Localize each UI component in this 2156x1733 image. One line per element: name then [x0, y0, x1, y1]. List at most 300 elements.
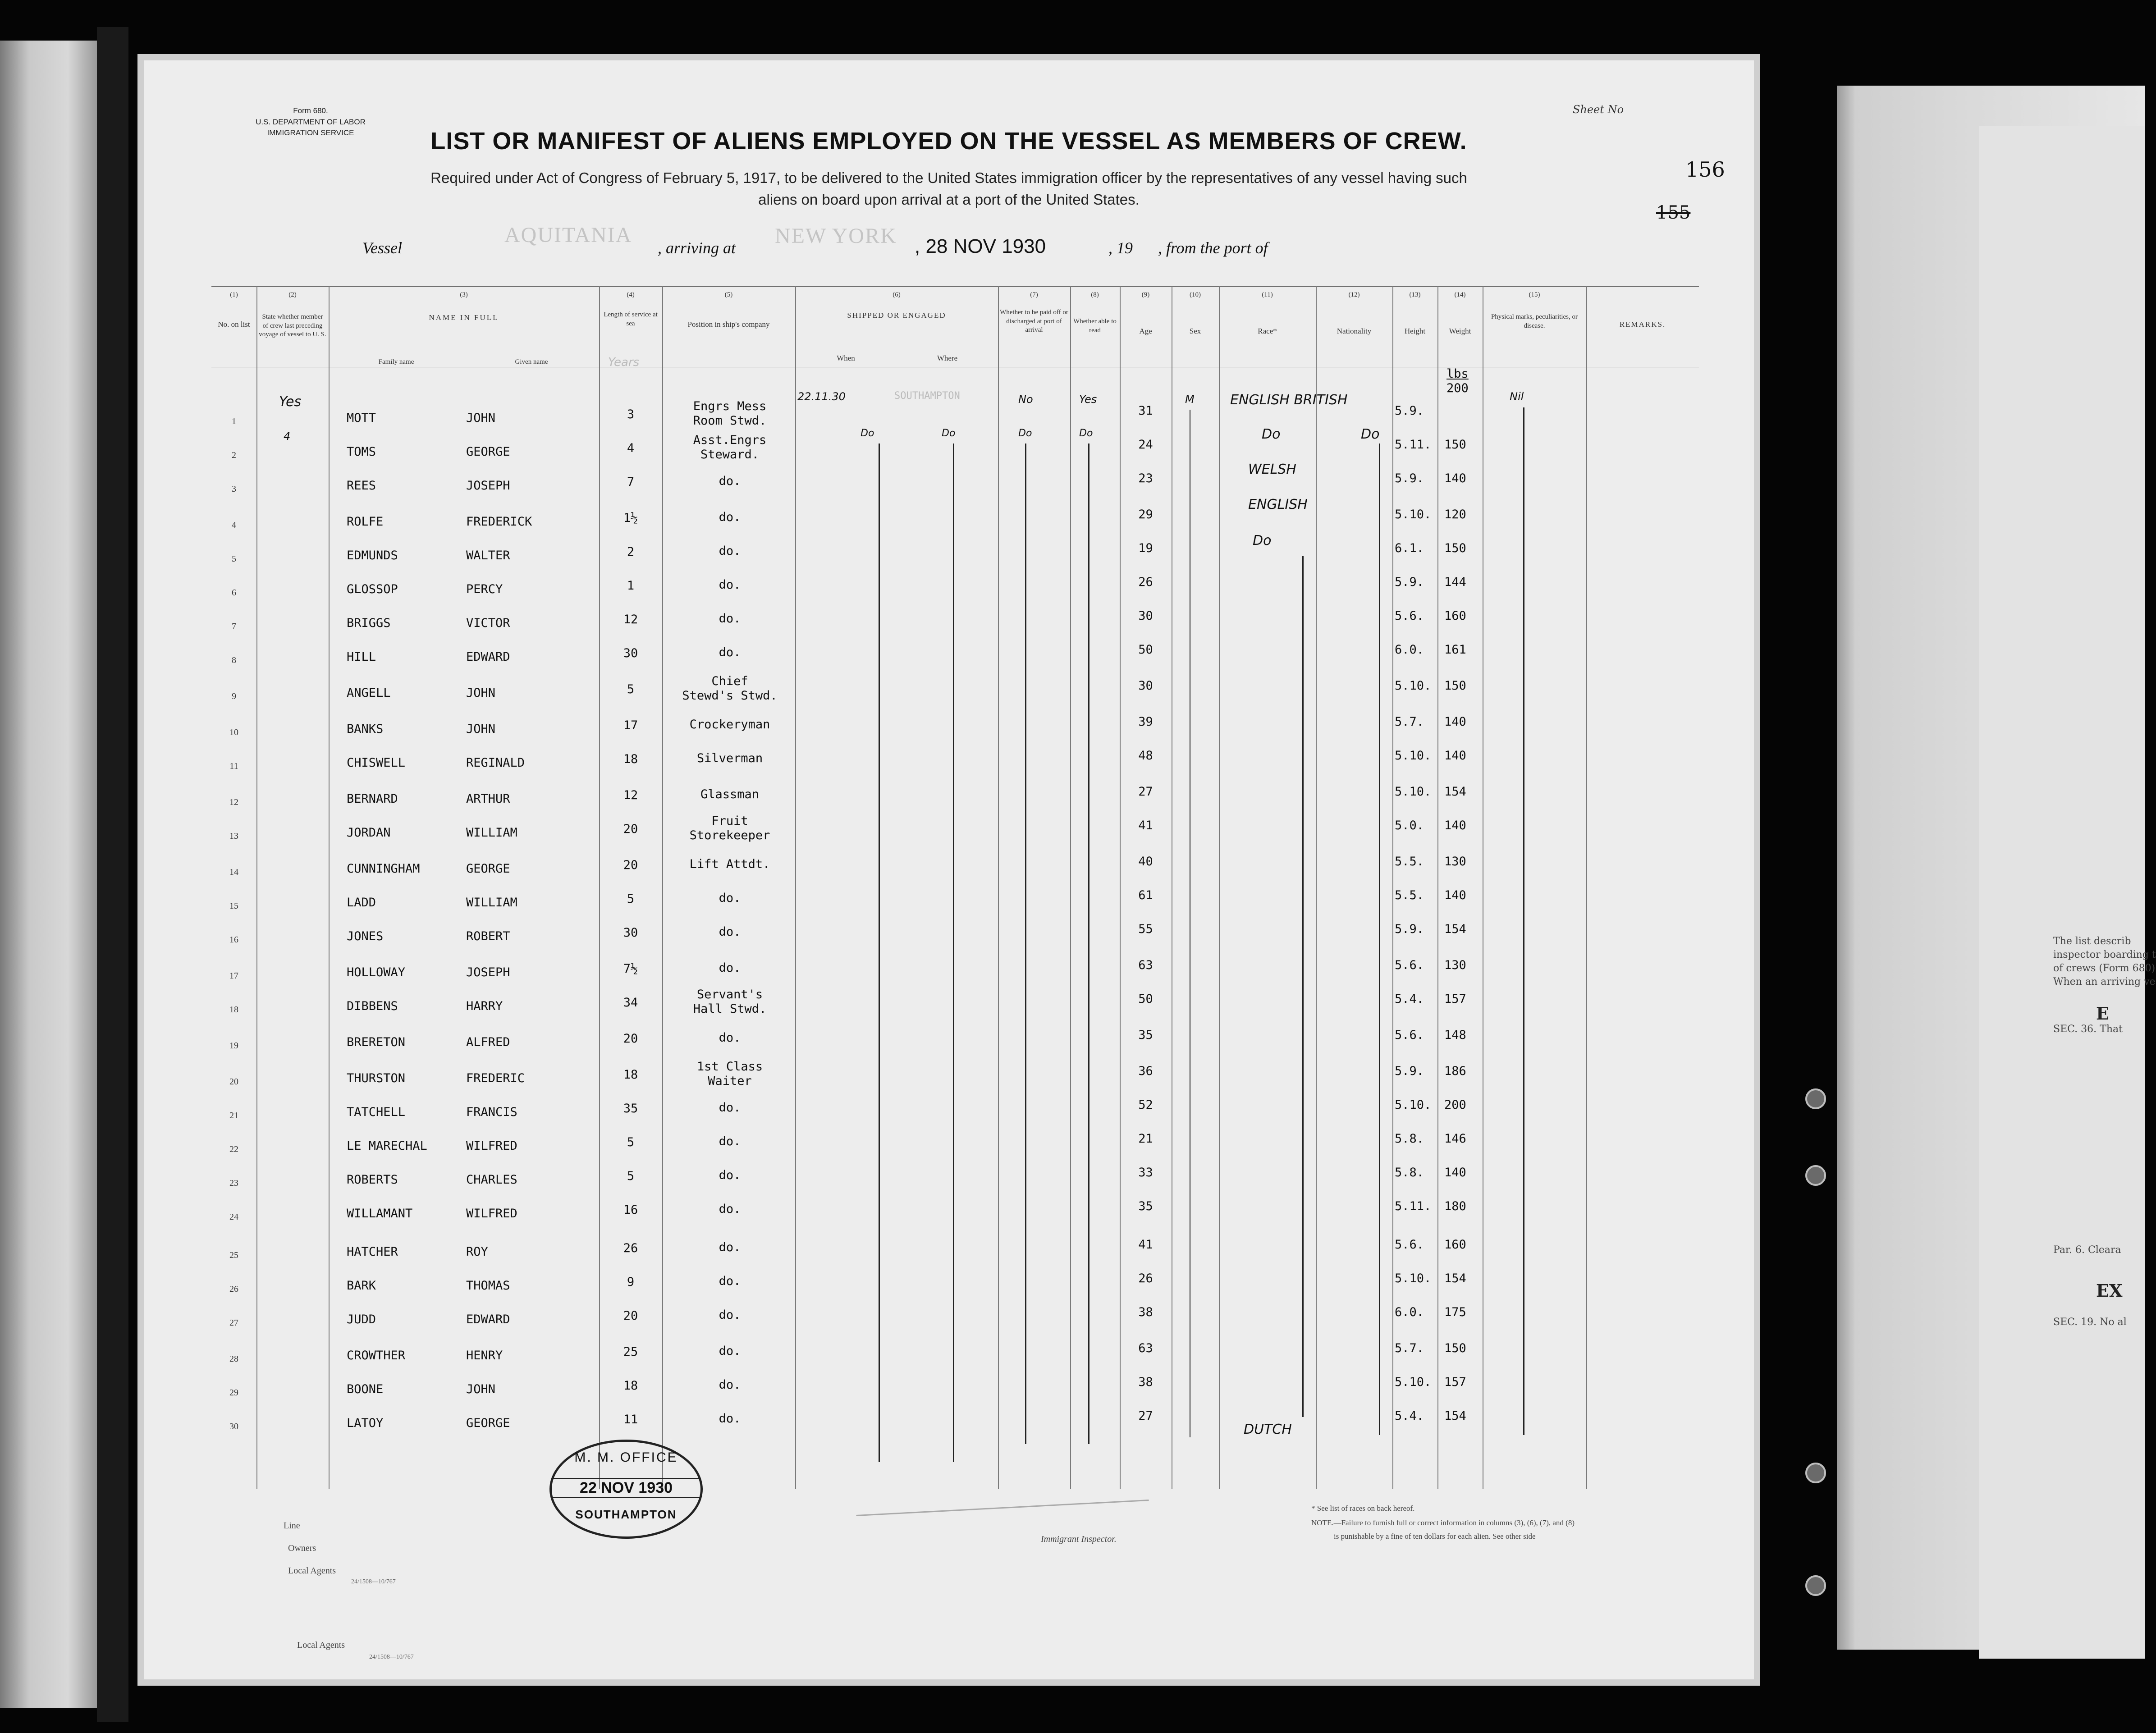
- family-name: BOONE: [347, 1382, 384, 1396]
- height: 5.11.: [1395, 438, 1432, 452]
- length-of-service: 16: [623, 1203, 638, 1217]
- age: 27: [1138, 785, 1153, 799]
- weight: 140: [1444, 749, 1466, 763]
- header-remarks: REMARKS.: [1619, 320, 1666, 329]
- weight: 150: [1444, 541, 1466, 555]
- weight: 160: [1444, 609, 1466, 623]
- position-in-company: do.: [719, 474, 741, 488]
- family-name: TATCHELL: [347, 1105, 406, 1119]
- height: 5.8.: [1395, 1166, 1424, 1180]
- struck-page-number: 155: [1656, 202, 1691, 223]
- given-name: CHARLES: [466, 1173, 517, 1187]
- given-name: WILLIAM: [466, 826, 517, 840]
- column-rule: [1219, 286, 1220, 1489]
- weight: 175: [1444, 1305, 1466, 1319]
- weight: 120: [1444, 508, 1466, 521]
- handwritten-race-english-british: ENGLISH BRITISH: [1230, 392, 1348, 408]
- position-in-company: do.: [719, 1101, 741, 1115]
- age: 31: [1138, 404, 1153, 418]
- length-of-service: 3: [627, 407, 635, 421]
- family-name: LATOY: [347, 1416, 384, 1430]
- family-name: BARK: [347, 1279, 376, 1293]
- row-number: 5: [232, 554, 236, 564]
- length-of-service: 7: [627, 475, 635, 489]
- row-number: 30: [229, 1422, 238, 1431]
- position-in-company: Crockeryman: [689, 718, 770, 732]
- position-in-company: do.: [719, 1168, 741, 1182]
- length-of-service: 5: [627, 1169, 635, 1183]
- position-in-company: do.: [719, 961, 741, 975]
- position-in-company: Fruit Storekeeper: [689, 814, 770, 842]
- weight-unit: lbs: [1446, 367, 1469, 381]
- length-of-service: 35: [623, 1102, 638, 1116]
- footnote-fine-cont: is punishable by a fine of ten dollars for each alien. See other side: [1334, 1532, 1536, 1541]
- handwritten-sex: M: [1185, 393, 1195, 406]
- given-name: WILFRED: [466, 1139, 517, 1153]
- length-of-service: 7½: [623, 962, 638, 976]
- column-number: (6): [893, 291, 901, 298]
- family-name: HATCHER: [347, 1245, 398, 1259]
- row-number: 22: [229, 1144, 238, 1154]
- position-in-company: Silverman: [696, 751, 763, 765]
- age: 23: [1138, 471, 1153, 485]
- header-physical-marks: Physical marks, peculiarities, or disease.: [1491, 313, 1578, 329]
- footer-print-code: 24/1508—10/767: [369, 1654, 414, 1660]
- ditto-line-race: [1302, 556, 1304, 1417]
- ditto-line-where: [953, 444, 954, 1462]
- right-page-text: The list describ: [2053, 936, 2131, 947]
- position-in-company: do.: [719, 1274, 741, 1288]
- header-height: Height: [1404, 327, 1426, 335]
- footer-agents-label: Local Agents: [288, 1566, 336, 1576]
- family-name: HILL: [347, 650, 376, 664]
- position-in-company: do.: [719, 612, 741, 626]
- age: 41: [1138, 1238, 1153, 1252]
- page-number: 156: [1685, 157, 1725, 182]
- position-in-company: do.: [719, 1240, 741, 1254]
- position-in-company: do.: [719, 1344, 741, 1358]
- header-position: Position in ship's company: [687, 320, 770, 329]
- from-port-label: , from the port of: [1158, 239, 1268, 257]
- right-page-text: SEC. 19. No al: [2053, 1317, 2127, 1328]
- height: 5.6.: [1395, 609, 1424, 623]
- length-of-service: 12: [623, 613, 638, 626]
- given-name: WALTER: [466, 549, 510, 562]
- age: 26: [1138, 575, 1153, 589]
- row-number: 20: [229, 1077, 238, 1087]
- footer-owners-label: Owners: [288, 1543, 316, 1553]
- department-name: U.S. DEPARTMENT OF LABOR: [256, 117, 366, 126]
- height: 5.5.: [1395, 855, 1424, 869]
- handwritten-where: SOUTHAMPTON: [894, 390, 960, 402]
- row-number: 21: [229, 1111, 238, 1120]
- header-sex: Sex: [1189, 327, 1201, 335]
- column-rule: [662, 286, 663, 1489]
- given-name: GEORGE: [466, 862, 510, 876]
- handwritten-race-do: Do: [1262, 426, 1281, 442]
- row-number: 19: [229, 1041, 238, 1051]
- height: 5.6.: [1395, 1028, 1424, 1042]
- weight: 161: [1444, 643, 1466, 657]
- height: 5.10.: [1395, 679, 1432, 693]
- age: 40: [1138, 855, 1153, 869]
- age: 35: [1138, 1199, 1153, 1213]
- weight: 154: [1444, 1409, 1466, 1423]
- column-number: (8): [1091, 291, 1099, 298]
- manifest-page: [137, 54, 1760, 1686]
- row-number: 14: [229, 867, 238, 877]
- given-name: JOSEPH: [466, 965, 510, 979]
- handwritten-race-english: ENGLISH: [1248, 497, 1308, 512]
- row-number: 18: [229, 1005, 238, 1015]
- given-name: ALFRED: [466, 1035, 510, 1049]
- column-number: (14): [1454, 291, 1466, 298]
- age: 52: [1138, 1098, 1153, 1112]
- age: 26: [1138, 1271, 1153, 1285]
- stamp-date: 22 NOV 1930: [552, 1478, 700, 1498]
- length-of-service: 4: [627, 441, 635, 455]
- right-page-text: Par. 6. Cleara: [2053, 1244, 2121, 1256]
- header-weight: Weight: [1449, 327, 1471, 335]
- age: 39: [1138, 715, 1153, 729]
- column-rule: [795, 286, 796, 1489]
- position-in-company: Chief Stewd's Stwd.: [682, 674, 778, 703]
- position-in-company: do.: [719, 1202, 741, 1216]
- family-name: WILLAMANT: [347, 1207, 413, 1221]
- right-page-text: of crews (Form 680): [2053, 963, 2156, 974]
- given-name: HARRY: [466, 999, 503, 1013]
- length-of-service: 1½: [623, 511, 638, 525]
- column-rule: [1586, 286, 1587, 1489]
- row-number: 26: [229, 1284, 238, 1294]
- weight-first: 200: [1446, 381, 1469, 395]
- column-number: (11): [1262, 291, 1273, 298]
- length-of-service: 34: [623, 996, 638, 1010]
- age: 48: [1138, 749, 1153, 763]
- given-name: GEORGE: [466, 1416, 510, 1430]
- position-in-company: do.: [719, 1308, 741, 1322]
- column-number: (7): [1030, 291, 1038, 298]
- age: 61: [1138, 888, 1153, 902]
- column-number: (13): [1409, 291, 1421, 298]
- given-name: HENRY: [466, 1349, 503, 1363]
- office-stamp: [549, 1440, 703, 1539]
- height: 6.0.: [1395, 643, 1424, 657]
- position-in-company: do.: [719, 578, 741, 592]
- header-paid-off: Whether to be paid off or discharged at port of arrival: [1000, 309, 1068, 334]
- year-label: , 19: [1108, 239, 1133, 257]
- adjacent-page-right-paper: [1979, 126, 2145, 1659]
- length-of-service: 20: [623, 1032, 638, 1046]
- column-rule: [1392, 286, 1393, 1489]
- form-number: Form 680.: [293, 106, 328, 115]
- age: 55: [1138, 922, 1153, 936]
- row-number: 2: [232, 450, 236, 460]
- height: 5.11.: [1395, 1199, 1432, 1213]
- row-number: 11: [229, 761, 238, 771]
- family-name: LADD: [347, 896, 376, 910]
- ditto-line-read: [1088, 444, 1089, 1444]
- crew-table: [211, 286, 1699, 1512]
- age: 19: [1138, 541, 1153, 555]
- weight: 140: [1444, 471, 1466, 485]
- binder-hole: [1805, 1575, 1826, 1596]
- length-of-service: 30: [623, 646, 638, 660]
- family-name: REES: [347, 479, 376, 493]
- handwritten-ditto: Do: [861, 428, 874, 439]
- row-number: 29: [229, 1388, 238, 1398]
- weight: 146: [1444, 1132, 1466, 1146]
- row-number: 6: [232, 588, 236, 598]
- column-rule: [256, 286, 257, 1489]
- binder-hole: [1805, 1463, 1826, 1483]
- weight: 160: [1444, 1238, 1466, 1252]
- given-name: JOHN: [466, 722, 496, 736]
- right-page-text: SEC. 36. That: [2053, 1024, 2123, 1035]
- handwritten-yes: Yes: [279, 394, 302, 410]
- header-nationality: Nationality: [1337, 327, 1372, 335]
- handwritten-ditto: Do: [1018, 428, 1032, 439]
- family-name: THURSTON: [347, 1071, 406, 1085]
- height: 5.5.: [1395, 888, 1424, 902]
- column-number: (10): [1190, 291, 1201, 298]
- age: 63: [1138, 1341, 1153, 1355]
- given-name: JOSEPH: [466, 479, 510, 493]
- height: 5.10.: [1395, 749, 1432, 763]
- family-name: EDMUNDS: [347, 549, 398, 562]
- length-of-service: 9: [627, 1275, 635, 1289]
- given-name: EDWARD: [466, 1312, 510, 1326]
- footer-agents-label: Local Agents: [297, 1640, 345, 1650]
- footnote-races: * See list of races on back hereof.: [1311, 1504, 1415, 1513]
- header-given-name: Given name: [515, 358, 548, 366]
- height: 5.4.: [1395, 1409, 1424, 1423]
- weight: 150: [1444, 438, 1466, 452]
- row-number: 12: [229, 797, 238, 807]
- document-subtitle: Required under Act of Congress of February 5, 1917, to be delivered to the United States immigration officer by the representatives of any vessel having such: [430, 169, 1467, 186]
- length-of-service: 18: [623, 1068, 638, 1082]
- given-name: JOHN: [466, 1382, 496, 1396]
- arriving-port: NEW YORK: [775, 224, 897, 248]
- column-rule: [998, 286, 999, 1489]
- age: 41: [1138, 818, 1153, 832]
- header-where: Where: [937, 354, 958, 362]
- vessel-label: Vessel: [362, 239, 402, 257]
- position-in-company: 1st Class Waiter: [696, 1060, 763, 1088]
- age: 63: [1138, 958, 1153, 972]
- weight: 140: [1444, 715, 1466, 729]
- row-number: 25: [229, 1250, 238, 1260]
- column-number: (4): [627, 291, 635, 298]
- age: 30: [1138, 609, 1153, 623]
- age: 29: [1138, 508, 1153, 521]
- weight: 148: [1444, 1028, 1466, 1042]
- family-name: JORDAN: [347, 826, 391, 840]
- table-top-rule: [211, 286, 1699, 287]
- height: 6.1.: [1395, 541, 1424, 555]
- position-in-company: Lift Attdt.: [689, 857, 770, 871]
- ditto-line-nationality: [1379, 444, 1380, 1435]
- row-number: 8: [232, 655, 236, 665]
- height: 5.9.: [1395, 404, 1424, 418]
- length-of-service: 26: [623, 1241, 638, 1255]
- handwritten-ditto: Do: [1079, 428, 1093, 439]
- right-page-heading: EX: [2096, 1280, 2123, 1301]
- row-number: 17: [229, 971, 238, 981]
- weight: 200: [1444, 1098, 1466, 1112]
- position-in-company: Servant's Hall Stwd.: [693, 988, 767, 1016]
- row-number: 13: [229, 831, 238, 841]
- length-of-service: 11: [623, 1413, 638, 1427]
- given-name: VICTOR: [466, 616, 510, 630]
- weight: 144: [1444, 575, 1466, 589]
- position-in-company: do.: [719, 510, 741, 524]
- adjacent-page-left: [0, 41, 97, 1708]
- weight: 150: [1444, 1341, 1466, 1355]
- length-of-service: 18: [623, 752, 638, 766]
- length-of-service: 17: [623, 718, 638, 732]
- ditto-line-paid: [1025, 444, 1026, 1444]
- length-of-service: 25: [623, 1345, 638, 1359]
- height: 5.10.: [1395, 785, 1432, 799]
- family-name: CHISWELL: [347, 756, 406, 770]
- inspector-signature-label: Immigrant Inspector.: [1041, 1534, 1117, 1544]
- family-name: BRIGGS: [347, 616, 391, 630]
- row-number: 15: [229, 901, 238, 911]
- height: 5.10.: [1395, 1098, 1432, 1112]
- header-race: Race*: [1258, 327, 1277, 335]
- header-no-on-list: No. on list: [218, 320, 250, 329]
- service-name: IMMIGRATION SERVICE: [267, 128, 354, 137]
- length-of-service: 5: [627, 1135, 635, 1149]
- age: 24: [1138, 438, 1153, 452]
- weight: 154: [1444, 785, 1466, 799]
- handwritten-race-dutch: DUTCH: [1244, 1422, 1292, 1437]
- given-name: REGINALD: [466, 756, 525, 770]
- height: 5.10.: [1395, 1375, 1432, 1389]
- stamp-location: SOUTHAMPTON: [575, 1508, 677, 1521]
- length-of-service: 1: [627, 579, 635, 593]
- handwritten-nationality-do: Do: [1361, 426, 1380, 442]
- family-name: MOTT: [347, 411, 376, 425]
- length-of-service: 20: [623, 822, 638, 836]
- row-number: 3: [232, 484, 236, 494]
- family-name: GLOSSOP: [347, 582, 398, 596]
- years-note: Years: [608, 356, 640, 369]
- age: 30: [1138, 679, 1153, 693]
- weight: 130: [1444, 855, 1466, 869]
- document-title: LIST OR MANIFEST OF ALIENS EMPLOYED ON THE VESSEL AS MEMBERS OF CREW.: [430, 128, 1467, 155]
- height: 5.8.: [1395, 1132, 1424, 1146]
- column-number: (5): [724, 291, 733, 298]
- length-of-service: 12: [623, 788, 638, 802]
- height: 5.7.: [1395, 715, 1424, 729]
- height: 6.0.: [1395, 1305, 1424, 1319]
- length-of-service: 30: [623, 926, 638, 940]
- family-name: BANKS: [347, 722, 384, 736]
- ditto-line-when: [879, 444, 880, 1462]
- position-in-company: Glassman: [700, 787, 760, 801]
- vessel-name: AQUITANIA: [504, 223, 632, 247]
- age: 50: [1138, 992, 1153, 1006]
- column-number: (15): [1529, 291, 1540, 298]
- header-family-name: Family name: [378, 358, 414, 366]
- given-name: FREDERICK: [466, 515, 532, 529]
- right-page-text: When an arriving ve: [2053, 976, 2156, 988]
- header-age: Age: [1139, 327, 1152, 335]
- age: 35: [1138, 1028, 1153, 1042]
- height: 5.6.: [1395, 958, 1424, 972]
- handwritten-race-welsh: WELSH: [1248, 462, 1296, 477]
- given-name: FREDERIC: [466, 1071, 525, 1085]
- header-able-read: Whether able to read: [1073, 318, 1117, 334]
- length-of-service: 20: [623, 858, 638, 872]
- given-name: ARTHUR: [466, 792, 510, 806]
- length-of-service: 18: [623, 1379, 638, 1393]
- height: 5.4.: [1395, 992, 1424, 1006]
- position-in-company: Engrs Mess Room Stwd.: [693, 399, 767, 428]
- column-rule: [1437, 286, 1438, 1489]
- binder-hole: [1805, 1165, 1826, 1186]
- handwritten-when: 22.11.30: [797, 390, 846, 403]
- header-state-whether: State whether member of crew last preceding voyage of vessel to U. S.: [259, 313, 326, 338]
- given-name: WILFRED: [466, 1207, 517, 1221]
- weight: 140: [1444, 818, 1466, 832]
- column-number: (9): [1141, 291, 1150, 298]
- age: 33: [1138, 1166, 1153, 1180]
- length-of-service: 20: [623, 1309, 638, 1323]
- handwritten-race-do: Do: [1253, 533, 1272, 549]
- position-in-company: do.: [719, 1031, 741, 1045]
- handwritten-physical: Nil: [1510, 390, 1524, 403]
- column-number: (2): [288, 291, 297, 298]
- given-name: EDWARD: [466, 650, 510, 664]
- age: 50: [1138, 643, 1153, 657]
- given-name: GEORGE: [466, 445, 510, 459]
- family-name: CUNNINGHAM: [347, 862, 420, 876]
- family-name: JUDD: [347, 1312, 376, 1326]
- header-length-service: Length of service at sea: [604, 311, 658, 327]
- position-in-company: do.: [719, 1412, 741, 1426]
- height: 5.0.: [1395, 818, 1424, 832]
- height: 5.10.: [1395, 508, 1432, 521]
- position-in-company: do.: [719, 544, 741, 558]
- position-in-company: do.: [719, 645, 741, 659]
- header-when: When: [837, 354, 855, 362]
- arriving-label: , arriving at: [658, 239, 736, 257]
- length-of-service: 5: [627, 892, 635, 906]
- position-in-company: do.: [719, 925, 741, 939]
- arrival-date-stamp: , 28 NOV 1930: [915, 235, 1046, 257]
- weight: 140: [1444, 888, 1466, 902]
- handwritten-read: Yes: [1079, 393, 1097, 406]
- length-of-service: 5: [627, 682, 635, 696]
- height: 5.9.: [1395, 575, 1424, 589]
- height: 5.7.: [1395, 1341, 1424, 1355]
- given-name: WILLIAM: [466, 896, 517, 910]
- header-name-in-full: NAME IN FULL: [429, 313, 499, 322]
- family-name: CROWTHER: [347, 1349, 406, 1363]
- weight: 150: [1444, 679, 1466, 693]
- family-name: ROBERTS: [347, 1173, 398, 1187]
- family-name: ROLFE: [347, 515, 384, 529]
- family-name: ANGELL: [347, 686, 391, 700]
- family-name: BERNARD: [347, 792, 398, 806]
- height: 5.9.: [1395, 1064, 1424, 1078]
- weight: 154: [1444, 922, 1466, 936]
- family-name: HOLLOWAY: [347, 965, 406, 979]
- weight: 180: [1444, 1199, 1466, 1213]
